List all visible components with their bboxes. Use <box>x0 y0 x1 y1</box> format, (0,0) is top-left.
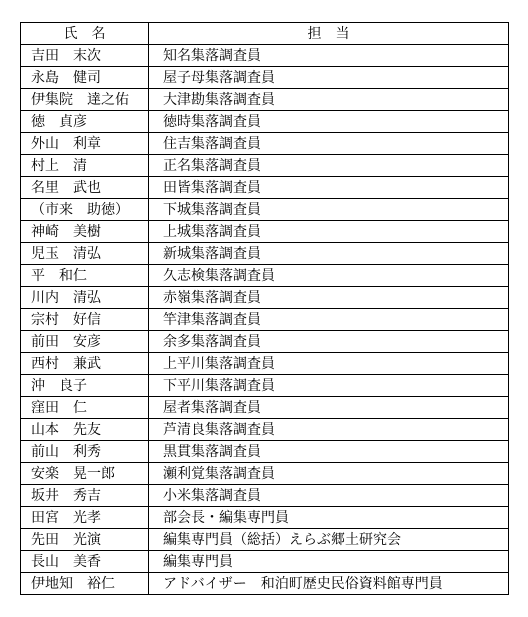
member-name-cell: 伊地知 裕仁 <box>21 573 149 595</box>
table-row <box>21 397 509 419</box>
member-role-cell: 大津勘集落調査員 <box>149 89 509 111</box>
table-row <box>21 529 509 551</box>
table-row <box>21 463 509 485</box>
member-role-cell: 赤嶺集落調査員 <box>149 287 509 309</box>
member-name-cell: 平 和仁 <box>21 265 149 287</box>
column-header-role: 担 当 <box>149 23 509 45</box>
member-role-cell: 上平川集落調査員 <box>149 353 509 375</box>
member-role-cell: 黒貫集落調査員 <box>149 441 509 463</box>
member-role-cell: 新城集落調査員 <box>149 243 509 265</box>
table-row <box>21 375 509 397</box>
member-name-cell: 吉田 末次 <box>21 45 149 67</box>
member-role-cell: 竿津集落調査員 <box>149 309 509 331</box>
member-role-cell: 徳時集落調査員 <box>149 111 509 133</box>
table-row <box>21 133 509 155</box>
member-name-cell: 神崎 美樹 <box>21 221 149 243</box>
member-role-cell: 瀬利覚集落調査員 <box>149 463 509 485</box>
member-role-cell: 正名集落調査員 <box>149 155 509 177</box>
member-name-cell: 西村 兼武 <box>21 353 149 375</box>
member-name-cell: 名里 武也 <box>21 177 149 199</box>
member-role-cell: 芦清良集落調査員 <box>149 419 509 441</box>
member-role-cell: 余多集落調査員 <box>149 331 509 353</box>
member-name-cell: 山本 先友 <box>21 419 149 441</box>
member-role-cell: 小米集落調査員 <box>149 485 509 507</box>
member-name-cell: 永島 健司 <box>21 67 149 89</box>
member-name-cell: 安楽 晃一郎 <box>21 463 149 485</box>
member-role-cell: 下平川集落調査員 <box>149 375 509 397</box>
member-name-cell: 宗村 好信 <box>21 309 149 331</box>
member-name-cell: 先田 光演 <box>21 529 149 551</box>
member-name-cell: 川内 清弘 <box>21 287 149 309</box>
member-role-cell: アドバイザー 和泊町歴史民俗資料館専門員 <box>149 573 509 595</box>
member-role-cell: 住吉集落調査員 <box>149 133 509 155</box>
column-header-name: 氏 名 <box>21 23 149 45</box>
table-row <box>21 551 509 573</box>
table-row <box>21 111 509 133</box>
table-row <box>21 45 509 67</box>
member-name-cell: 児玉 清弘 <box>21 243 149 265</box>
table-row <box>21 155 509 177</box>
table-row <box>21 573 509 595</box>
member-name-cell: 伊集院 達之佑 <box>21 89 149 111</box>
member-role-cell: 屋子母集落調査員 <box>149 67 509 89</box>
table-row <box>21 265 509 287</box>
table-row <box>21 353 509 375</box>
table-row <box>21 67 509 89</box>
table-row <box>21 507 509 529</box>
table-row <box>21 485 509 507</box>
table-row <box>21 221 509 243</box>
member-role-cell: 知名集落調査員 <box>149 45 509 67</box>
member-role-cell: 編集専門員 <box>149 551 509 573</box>
member-name-cell: 長山 美香 <box>21 551 149 573</box>
table-row <box>21 287 509 309</box>
member-role-cell: 下城集落調査員 <box>149 199 509 221</box>
table-body <box>21 45 509 595</box>
table-row <box>21 331 509 353</box>
table-header-row <box>21 23 509 45</box>
table-row <box>21 89 509 111</box>
member-role-cell: 屋者集落調査員 <box>149 397 509 419</box>
member-name-cell: 坂井 秀吉 <box>21 485 149 507</box>
member-name-cell: 沖 良子 <box>21 375 149 397</box>
member-name-cell: 前山 利秀 <box>21 441 149 463</box>
table-row <box>21 419 509 441</box>
member-role-cell: 久志検集落調査員 <box>149 265 509 287</box>
member-name-cell: （市来 助徳） <box>21 199 149 221</box>
table-row <box>21 441 509 463</box>
table-row <box>21 177 509 199</box>
table-row <box>21 199 509 221</box>
member-role-cell: 田皆集落調査員 <box>149 177 509 199</box>
member-name-cell: 村上 清 <box>21 155 149 177</box>
roster-table <box>20 22 509 595</box>
member-name-cell: 前田 安彦 <box>21 331 149 353</box>
member-role-cell: 部会長・編集専門員 <box>149 507 509 529</box>
member-name-cell: 徳 貞彦 <box>21 111 149 133</box>
member-role-cell: 上城集落調査員 <box>149 221 509 243</box>
member-name-cell: 窪田 仁 <box>21 397 149 419</box>
member-role-cell: 編集専門員（総括）えらぶ郷土研究会 <box>149 529 509 551</box>
table-row <box>21 243 509 265</box>
member-name-cell: 外山 利章 <box>21 133 149 155</box>
table-row <box>21 309 509 331</box>
member-name-cell: 田宮 光孝 <box>21 507 149 529</box>
